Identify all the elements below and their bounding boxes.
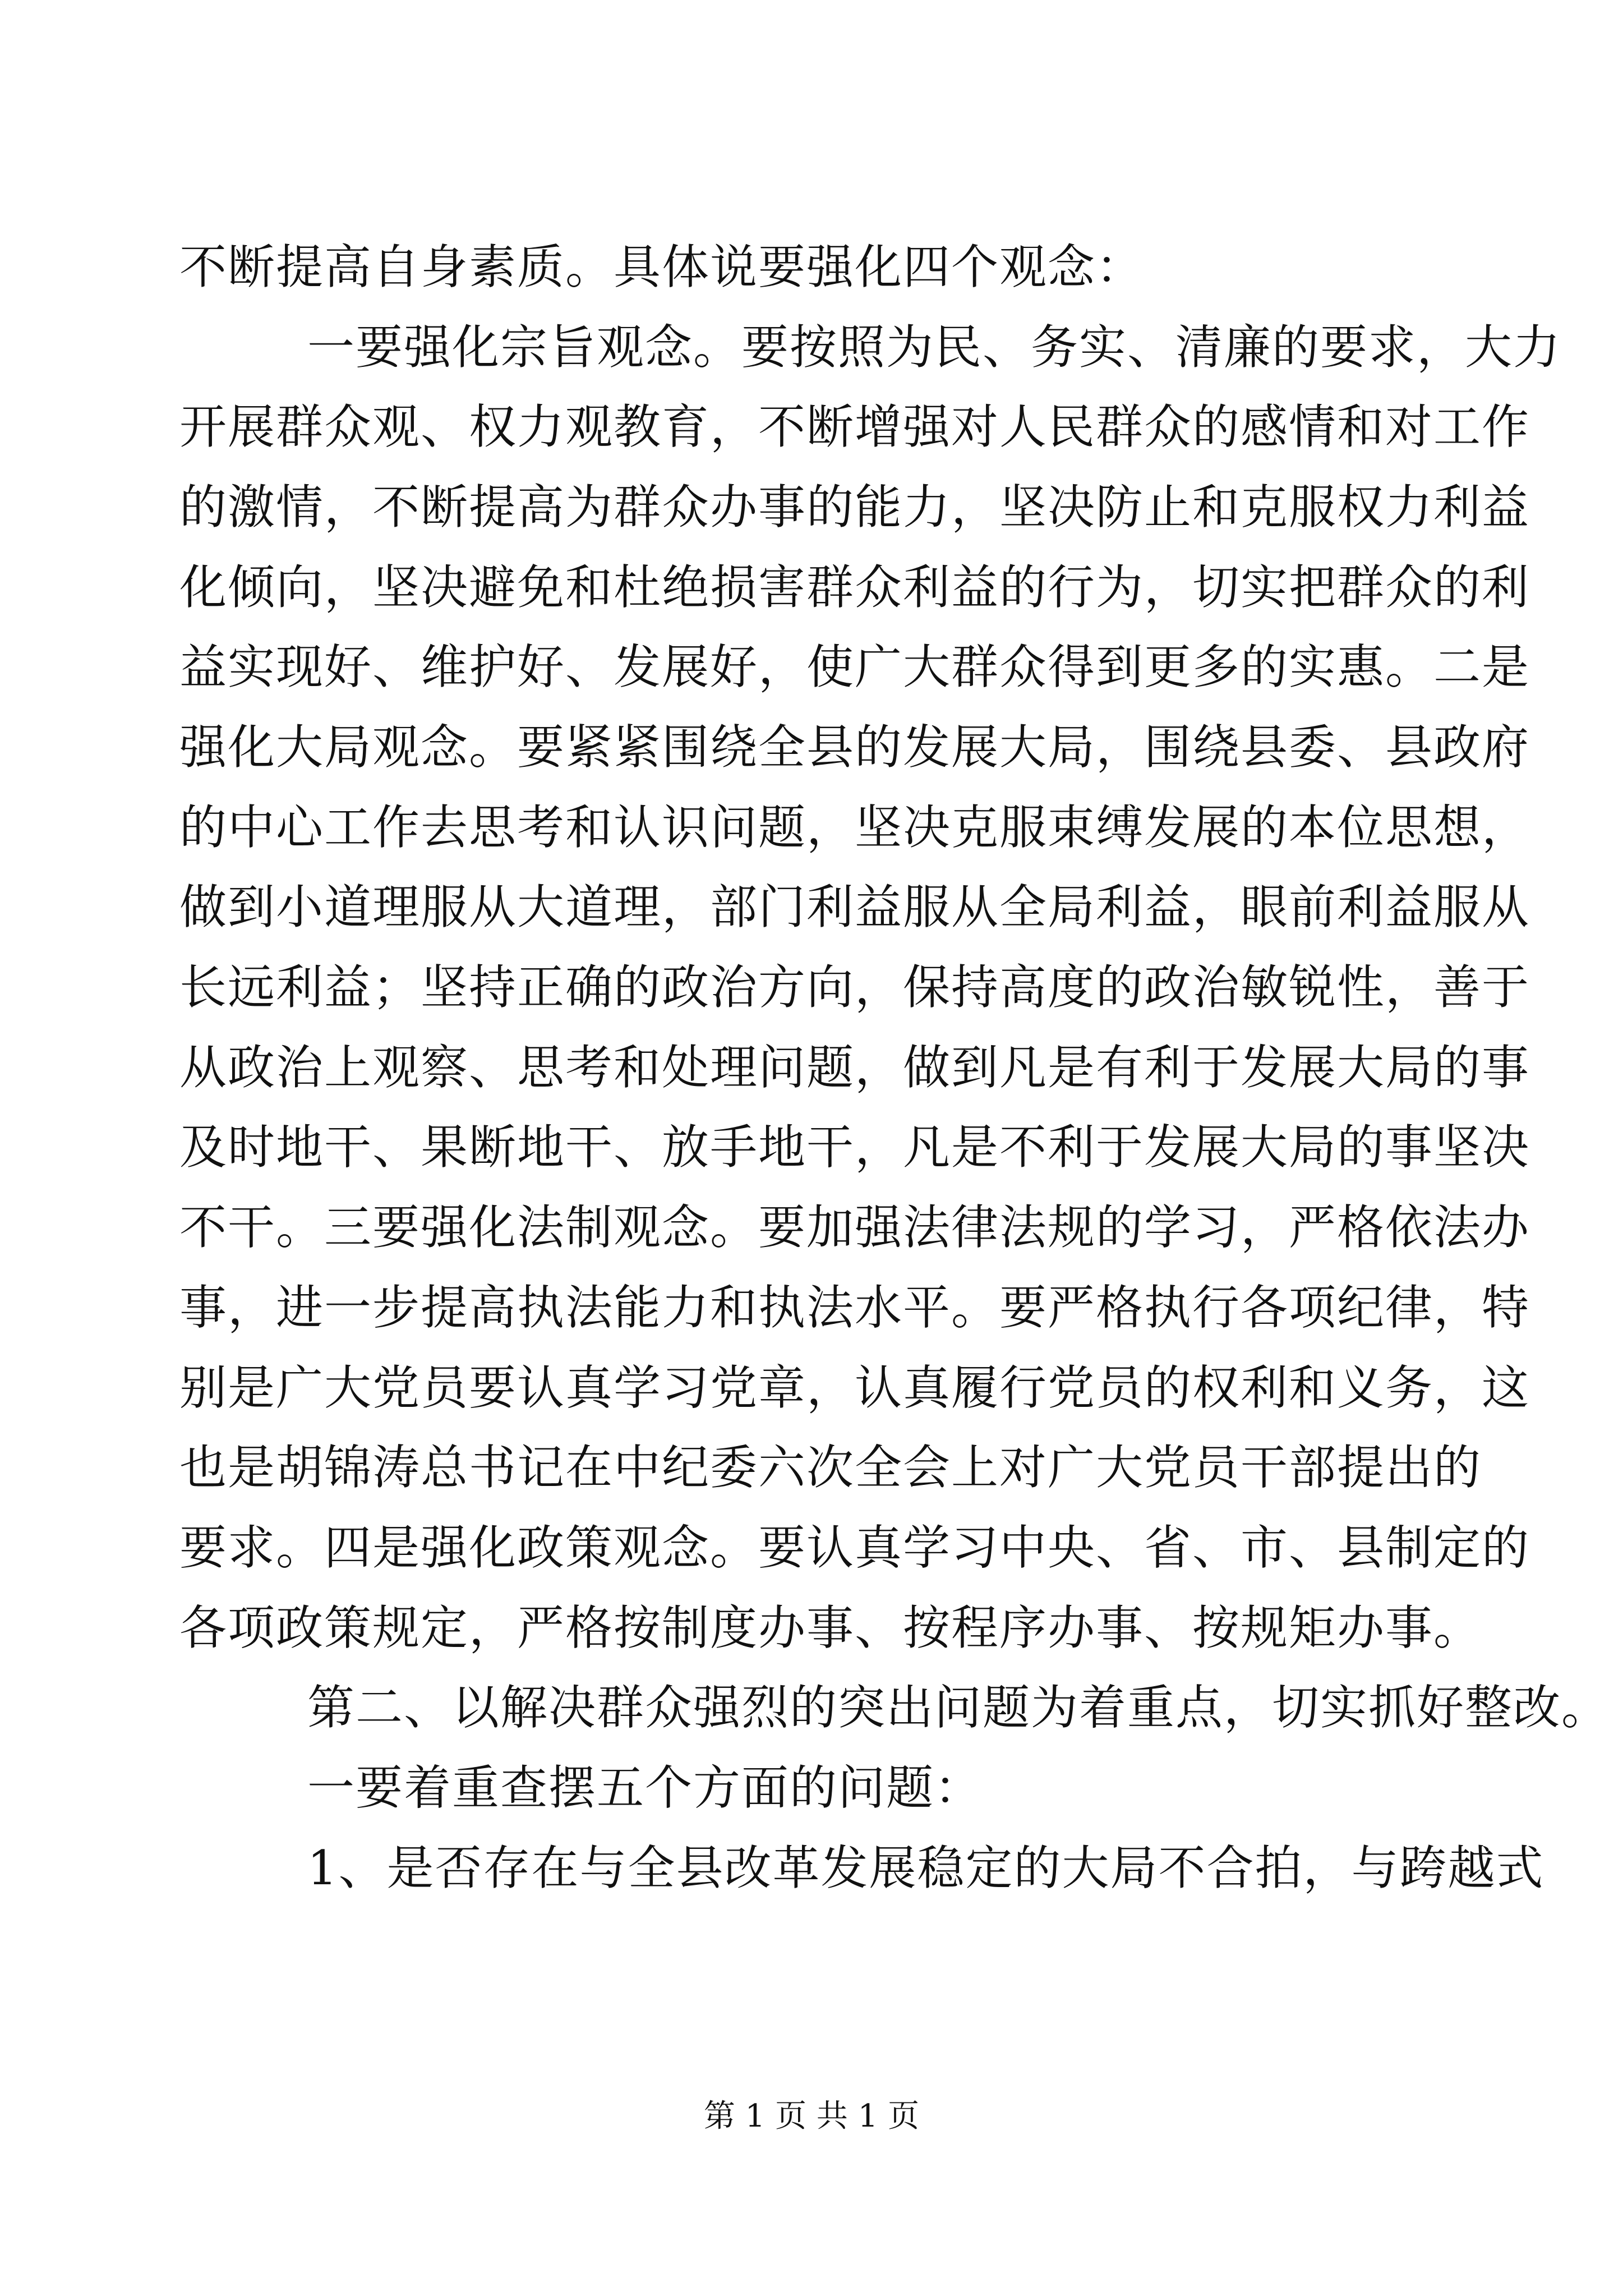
text-line: 也是胡锦涛总书记在中纪委六次全会上对广大党员干部提出的 [179,1440,1482,1495]
text-line: 从政治上观察、思考和处理问题，做到凡是有利于发展大局的事 [179,1040,1530,1095]
text-line: 不干。三要强化法制观念。要加强法律法规的学习，严格依法办 [179,1200,1530,1255]
text-line: 各项政策规定，严格按制度办事、按程序办事、按规矩办事。 [179,1600,1482,1655]
page-number-footer: 第 1 页 共 1 页 [703,2098,920,2134]
text-line: 事，进一步提高执法能力和执法水平。要严格执行各项纪律，特 [179,1280,1530,1335]
text-line: 一要着重查摆五个方面的问题： [307,1760,983,1815]
text-line: 及时地干、果断地干、放手地干，凡是不利于发展大局的事坚决 [179,1120,1530,1175]
text-line: 不断提高自身素质。具体说要强化四个观念： [179,240,1145,295]
text-line: 化倾向，坚决避免和杜绝损害群众利益的行为，切实把群众的利 [179,560,1530,615]
text-line: 第二、以解决群众强烈的突出问题为着重点，切实抓好整改。 [307,1680,1610,1735]
text-line: 的激情，不断提高为群众办事的能力，坚决防止和克服权力利益 [179,480,1530,535]
text-line: 1、是否存在与全县改革发展稳定的大局不合拍，与跨越式 [307,1841,1544,1895]
text-line: 开展群众观、权力观教育，不断增强对人民群众的感情和对工作 [179,399,1530,454]
text-line: 长远利益；坚持正确的政治方向，保持高度的政治敏锐性，善于 [179,960,1530,1015]
text-line: 强化大局观念。要紧紧围绕全县的发展大局，围绕县委、县政府 [179,720,1530,775]
text-line: 的中心工作去思考和认识问题，坚决克服束缚发展的本位思想， [179,800,1530,855]
text-line: 一要强化宗旨观念。要按照为民、务实、清廉的要求，大力 [307,320,1562,375]
text-line: 要求。四是强化政策观念。要认真学习中央、省、市、县制定的 [179,1520,1530,1575]
text-line: 做到小道理服从大道理，部门利益服从全局利益，眼前利益服从 [179,880,1530,935]
text-line: 别是广大党员要认真学习党章，认真履行党员的权利和义务，这 [179,1360,1530,1415]
text-line: 益实现好、维护好、发展好，使广大群众得到更多的实惠。二是 [179,639,1530,694]
